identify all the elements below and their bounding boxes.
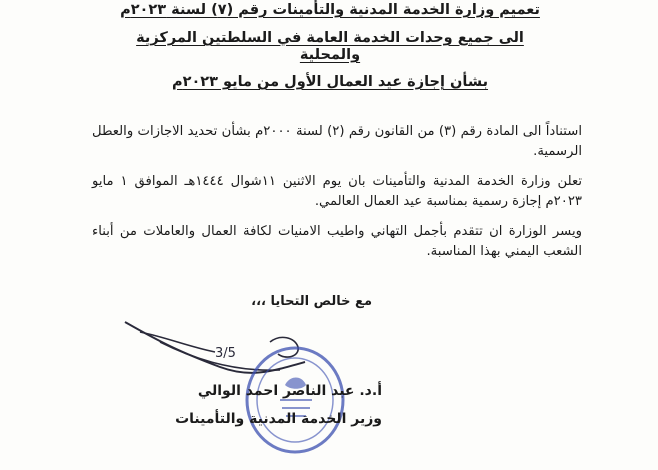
svg-text:3/5: 3/5 [215,346,236,361]
closing-remark: مع خالص التحايا ،،، [251,294,372,309]
circular-title: تعميم وزارة الخدمة المدنية والتأمينات رقم (٧) لسنة ٢٠٢٣م [120,2,540,18]
signatory-name: أ.د. عبد الناصر احمد الوالي [197,383,382,399]
paragraph-announcement: تعلن وزارة الخدمة المدنية والتأمينات بان يوم الاثنين ١١شوال ١٤٤٤هـ الموافق ١ مايو ٢٠٢٣م إجازة رسمية بمناسبة عيد العمال العالمي. [92,174,582,209]
circular-addressee: الى جميع وحدات الخدمة العامة في السلطتين المركزية والمحلية [136,30,524,63]
paragraph-legal-basis: استناداً الى المادة رقم (٣) من القانون رقم (٢) لسنة ٢٠٠٠م بشأن تحديد الاجازات والعطل الرسمية. [92,124,582,159]
document-header [120,0,540,91]
document-body [92,122,582,272]
signatory-title: وزير الخدمة المدنية والتأمينات [175,411,382,427]
paragraph-greetings: ويسر الوزارة ان تتقدم بأجمل التهاني واطيب الامنيات لكافة العمال والعاملات من أبناء الشعب اليمني بهذا المناسبة. [92,224,582,259]
circular-subject: بشأن إجازة عيد العمال الأول من مايو ٢٠٢٣م [171,74,489,90]
